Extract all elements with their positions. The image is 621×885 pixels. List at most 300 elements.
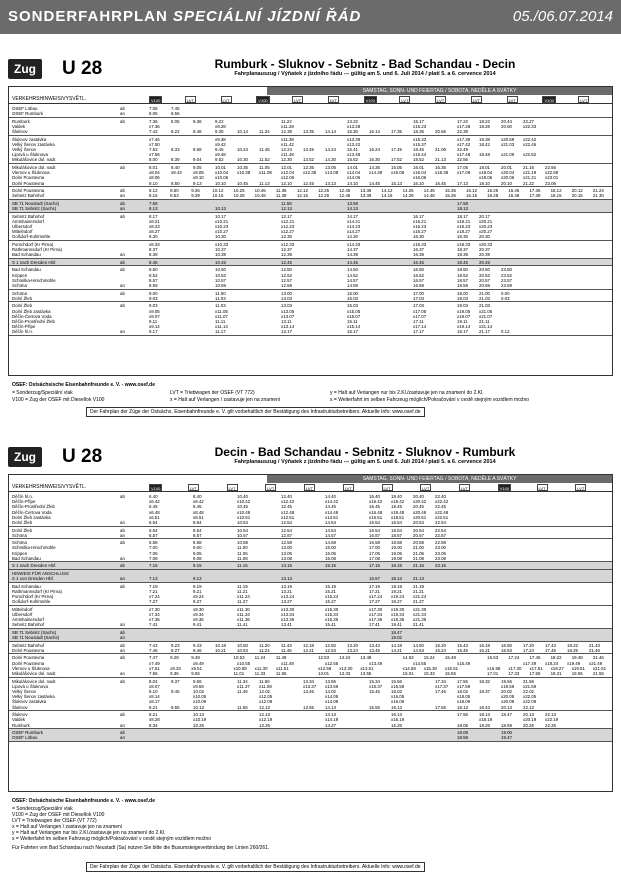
departure-time: 13.01 [318,671,330,677]
departure-time: 12.57 [281,532,292,538]
station-group [9,290,612,303]
station-name: Šluknov zastávka [12,136,47,142]
departure-time: x13.48 [347,152,361,158]
departure-time: 8.50 [149,267,158,273]
train-type-badge: V100 [544,98,554,103]
departure-time: 11.00 [237,545,248,551]
arr-dep-marker: ab [120,200,125,206]
departure-time: 15.41 [347,147,358,153]
departure-time: 11.45 [259,147,270,153]
departure-time: x18.23 [457,224,471,230]
departure-time: 18.06 [457,722,468,728]
arr-dep-marker: ab [120,213,125,219]
departure-time: x9.33 [170,665,181,671]
departure-time: x21.51 [592,665,607,671]
departure-time: x15.23 [413,123,427,129]
departure-time: 12.01 [281,165,292,171]
departure-time: 20.59 [479,283,490,289]
departure-time: x21.07 [479,313,493,319]
departure-time: 13.05 [325,165,336,171]
departure-time: 8.22 [171,129,180,135]
departure-time: 17.46 [435,688,446,694]
departure-time: 21.21 [413,588,424,594]
departure-time: 14.53 [413,647,424,653]
departure-time: 18.45 [391,504,402,510]
table-row [9,556,612,561]
departure-time: x14.19 [325,717,339,723]
station-group [9,583,612,606]
departure-time: 18.54 [391,527,402,533]
departure-time: 15.30 [347,129,358,135]
departure-time: x15.08 [391,170,405,176]
footer-legend-4: x = Halt auf Verlangen / zastavuje jen na znamení [12,824,123,830]
departure-time: x10.38 [237,170,251,176]
departure-time: 12.38 [281,129,292,135]
departure-time: 13.35 [303,129,314,135]
departure-time: 14.39 [347,252,358,258]
departure-time: 19.00 [501,730,512,736]
departure-time: 18.59 [501,722,512,728]
departure-time: x20.21 [479,218,493,224]
departure-time: x16.23 [413,224,427,230]
departure-time: 11.15 [237,563,248,569]
departure-time: 9.11 [149,318,158,324]
departure-time: 13.08 [281,555,292,561]
departure-time: 9.05 [193,550,202,556]
departure-time: x17.38 [457,136,471,142]
departure-time: x16.04 [413,170,427,176]
departure-time: 22.45 [435,504,446,510]
departure-time: 18.47 [501,712,512,718]
departure-time: 21.13 [435,157,446,163]
departure-time: x7.36 [149,617,160,623]
departure-time: x14.48 [325,509,339,515]
departure-time: 22.56 [545,165,556,171]
departure-time: x10.51 [237,514,251,520]
departure-time: 17.43 [545,642,556,648]
departure-time: 11.01 [233,671,245,677]
departure-time: 17.01 [487,671,499,677]
station-group [9,570,612,583]
departure-time: 15.36 [444,188,456,194]
station-name: S 1 nach Dresden Hbf. [12,563,57,569]
departure-time: 20.39 [479,252,490,258]
departure-time: x13.49 [369,660,383,666]
departure-time: 15.00 [347,290,358,296]
departure-time: x17.30 [508,665,522,671]
station-name: Šluknov [12,129,28,135]
departure-time: x11.42 [281,141,294,147]
table-row [9,599,612,604]
day-header: SAMSTAG, SONN- UND FEIERTAG / SOBOTA, NEDĚLE A SVÁTKY [267,475,612,483]
station-group [9,711,612,729]
departure-time: x12.27 [281,229,295,235]
departure-time: 8.21 [149,712,158,718]
line-number: U 28 [62,446,103,467]
station-name: Dolní Poustevna [12,180,45,186]
departure-time: x11.36 [237,617,250,623]
departure-time: 8.39 [171,157,180,163]
departure-time: 7.08 [149,555,158,561]
departure-time: 9.27 [193,599,202,605]
departure-time: 7.36 [149,118,158,124]
departure-time: 21.15 [413,563,424,569]
station-name: Valdek [12,717,26,723]
station-name: Dolní Poustevna [12,660,45,666]
departure-time: 7.27 [149,599,158,605]
arr-dep-marker: ab [120,106,125,111]
departure-time: 16.13 [391,704,402,710]
departure-time: x17.28 [457,123,471,129]
departure-time: 7.58 [149,200,158,206]
departure-time: 16.17 [413,213,424,219]
departure-time: 12.59 [281,283,292,289]
departure-time: 17.24 [523,647,534,653]
station-name: Mikulášovice dol. nadr. [12,678,57,684]
departure-time: x23.01 [545,175,559,181]
footer-notice-box: Der Fahrplan der Züge der Ostsächs. Eisenbahnfreunde e. V. gilt vorbehaltlich der Bestätigung des Infrastrukturbetreibers. Aktuelle Info: www.osef.de [86,862,425,872]
train-type-badge: V100 [365,98,375,103]
departure-time: 8.05 [149,111,158,117]
departure-time: 20.44 [501,118,512,124]
departure-time: 10.50 [215,267,226,273]
departure-time: 12.13 [259,712,270,718]
station-name: SB 71 Neustadt (Sachs) [12,200,60,206]
departure-time: 8.40 [171,165,180,171]
departure-time: 21.06 [435,147,446,153]
departure-time: x12.58 [318,665,332,671]
departure-time: 18.25 [567,647,578,653]
departure-time: x20.19 [523,717,537,723]
departure-time: 12.24 [281,147,292,153]
departure-time: 18.40 [391,494,402,499]
departure-time: 7.46 [149,647,158,653]
departure-time: 20.37 [479,247,490,253]
departure-time: 9.13 [193,576,202,582]
departure-time: x9.10 [193,175,204,181]
departure-time: 18.02 [457,688,468,694]
station-name: Děčín hl.n. [12,329,33,335]
station-group [9,562,612,570]
station-group [9,241,612,259]
station-name: OSEF Rumburk [12,111,43,117]
departure-time: 13.24 [339,655,351,661]
departure-time: 21.27 [413,599,424,605]
departure-time: x8.06 [149,175,160,181]
departure-time: 12.40 [281,494,292,499]
departure-time: x7.56 [149,152,160,158]
departure-time: 13.03 [281,303,292,309]
departure-time: 21.08 [413,555,424,561]
departure-time: 9.46 [193,647,202,653]
departure-time: 8.21 [149,704,158,710]
station-name: Lipová u Šluknova [12,683,48,689]
departure-time: 12.45 [303,180,314,186]
departure-time: x9.51 [191,665,203,671]
departure-time: 10.48 [254,193,266,199]
departure-time: 18.39 [457,252,468,258]
station-group [9,164,612,187]
departure-time: x15.37 [369,683,383,689]
departure-time: 9.03 [149,295,158,301]
station-name: Dolní Žleb zastávka [12,308,51,314]
table-row [9,723,612,728]
station-name: Děčín-Přípe [12,499,36,505]
departure-time: 22.13 [523,704,534,710]
departure-time: 14.01 [347,165,358,171]
departure-time: x8.51 [193,514,204,520]
departure-time: 22.56 [457,157,468,163]
departure-time: 18.22 [567,642,578,648]
departure-time: 6.54 [149,527,158,533]
table-row [9,252,612,257]
station-group [9,678,612,712]
departure-time: 19.05 [391,550,402,556]
departure-time: 15.41 [325,622,336,628]
station-name: Dolní Žleb [12,520,33,525]
table-row [9,296,612,301]
departure-time: x8.48 [193,509,204,515]
departure-time: 8.58 [193,147,202,153]
departure-time: 20.15 [571,193,583,199]
departure-time: x10.48 [237,509,251,515]
departure-time: 17.21 [369,588,380,594]
departure-time: 11.48 [275,655,287,661]
departure-time: 16.12 [466,188,478,194]
departure-time: 12.28 [318,193,330,199]
station-group [9,187,612,200]
departure-time: 10.45 [237,504,248,510]
departure-time: x19.07 [457,313,471,319]
departure-time: x16.27 [413,229,427,235]
departure-time: 15.55 [369,704,380,710]
station-name: Dolní Žleb [12,303,33,309]
departure-time: x11.30 [254,665,268,671]
departure-time: 12.35 [303,165,314,171]
train-type-badge: LVT [577,486,585,491]
departure-time: 8.34 [149,722,158,728]
departure-time: 18.58 [457,735,468,741]
departure-time: 23.59 [501,283,512,289]
departure-time: 16.02 [391,688,402,694]
arr-dep-marker: an [120,555,125,561]
departure-time: x10.55 [237,660,251,666]
departure-time: x12.09 [259,699,273,705]
departure-time: 14.50 [413,642,424,648]
departure-time: 13.05 [281,550,292,556]
station-name: SB 71 Sebnitz (Sachs) [12,206,57,212]
departure-time: 14.10 [347,180,358,186]
station-group [9,118,612,136]
departure-time: 20.50 [479,267,490,273]
departure-time: x14.33 [347,241,361,247]
departure-time: 7.55 [149,671,158,677]
station-name: Dolní Poustevna [12,655,45,661]
departure-time: 18.54 [391,520,402,525]
departure-time: 16.40 [369,494,380,499]
departure-time: 10.58 [237,540,248,546]
departure-time: 22.27 [523,118,534,124]
departure-time: 9.39 [191,193,200,199]
departure-time: 10.13 [193,704,204,710]
departure-time: x7.36 [149,123,160,129]
station-name: Dolní Poustevna [12,647,45,653]
departure-time: x16.48 [369,509,383,515]
departure-time: 11.20 [259,642,270,648]
departure-time: 10.54 [237,527,248,533]
departure-time: 21.30 [592,193,604,199]
departure-time: 19.47 [501,735,512,741]
station-name: Vlemov u Šluknova [12,665,50,671]
departure-time: 12.48 [339,193,351,199]
departure-time: 19.15 [391,563,402,569]
departure-time: 14.57 [325,532,336,538]
train-type-badge: LVT [461,486,469,491]
departure-time: x7.24 [149,594,160,600]
departure-time: x12.42 [281,499,295,505]
timetable-section-1 [0,52,621,424]
departure-time: 18.52 [457,272,468,278]
departure-time: 9.41 [193,622,202,628]
station-name: Dolní Poustevna [12,188,45,194]
departure-time: 8.57 [149,277,158,283]
table-row [9,111,612,116]
departure-time: 6.54 [149,520,158,525]
arr-dep-marker: ab [120,267,125,273]
departure-time: 17.52 [391,157,402,163]
departure-time: 11.58 [281,200,292,206]
departure-time: 14.21 [391,647,402,653]
zug-badge: Zug [8,447,42,467]
station-name: Ulbersdorf [12,224,33,230]
departure-time: 14.54 [325,527,336,533]
departure-time: x11.37 [237,683,250,689]
departure-time: 13.43 [369,642,380,648]
departure-time: 15.15 [325,563,336,569]
departure-time: x7.49 [149,660,160,666]
station-group [9,493,612,527]
departure-time: x13.34 [281,612,295,618]
departure-time: 10.14 [237,129,248,135]
departure-time: 20.13 [523,712,534,718]
departure-time: 21.13 [413,576,424,582]
departure-time: 15.52 [347,157,358,163]
train-type-badge: LVT [306,486,314,491]
departure-time: x22.05 [523,694,537,700]
departure-time: x13.05 [281,308,295,314]
departure-time: 13.55 [360,671,372,677]
departure-time: x12.51 [281,514,295,520]
arr-dep-marker: an [120,532,125,538]
departure-time: x7.51 [149,665,160,671]
departure-time: 21.16 [523,165,534,171]
departure-time: x15.49 [457,660,471,666]
departure-time: 20.50 [501,123,512,129]
departure-time: x9.24 [193,594,204,600]
departure-time: 19.11 [457,318,468,324]
route-title: Rumburk - Sluknov - Sebnitz - Bad Schandau - Decin [214,57,516,71]
departure-time: 16.01 [413,165,424,171]
arr-dep-marker: ab [120,540,125,546]
departure-time: x20.23 [479,224,493,230]
departure-time: x22.42 [523,136,537,142]
departure-time: 14.52 [347,272,358,278]
departure-time: 21.11 [479,318,490,324]
departure-time: x17.42 [457,141,471,147]
departure-time: x20.51 [413,514,427,520]
train-type-badge: V100 [151,486,161,491]
departure-time: 13.34 [303,678,314,684]
departure-time: 12.53 [318,655,330,661]
station-name: Velký Šenov [12,147,37,153]
departure-time: 8.54 [193,527,202,533]
departure-time: 17.27 [369,599,380,605]
departure-time: 15.21 [325,588,336,594]
departure-time: x14.42 [325,499,339,505]
departure-time: 8.59 [149,283,158,289]
station-name: Bad Schandau [12,252,41,258]
departure-time: 9.00 [149,290,158,296]
departure-time: 7.13 [149,576,158,582]
departure-time: 16.54 [369,520,380,525]
table-row [9,234,612,239]
departure-time: x9.07 [149,313,160,319]
station-name: Schmilka-Hirschmühle [12,545,56,551]
departure-time: 8.04 [149,678,158,684]
departure-time: x9.05 [149,308,160,314]
departure-time: 10.30 [215,234,226,240]
departure-time: 12.10 [281,180,292,186]
departure-time: 12.30 [281,157,292,163]
departure-time: x8.07 [149,683,160,689]
departure-time: x11.24 [237,594,250,600]
departure-time: 9.52 [215,157,224,163]
departure-time: x9.28 [215,123,226,129]
departure-time: 7.00 [149,545,158,551]
departure-time: 15.24 [423,655,435,661]
departure-time: 17.20 [523,642,534,648]
departure-time: x15.33 [413,136,427,142]
station-name: Šluknov zastávka [12,699,47,705]
departure-time: 8.33 [171,147,180,153]
station-name: Krippen [12,272,28,278]
departure-time: x18.09 [457,699,471,705]
departure-time: x20.09 [501,699,515,705]
departure-time: 17.45 [391,147,402,153]
station-name: Schmilka-Hirschmühle [12,277,56,283]
station-name: OSEF Rumburk [12,730,43,736]
departure-time: x21.24 [413,594,427,600]
departure-time: 8.48 [193,129,202,135]
departure-time: 20.02 [501,688,512,694]
station-name: S 1 von Dresden Hbf. [12,576,54,582]
departure-time: 7.47 [149,655,158,661]
departure-time: 15.27 [325,599,336,605]
departure-time: x15.07 [347,313,361,319]
departure-time: 17.05 [457,165,468,171]
departure-time: 7.21 [149,588,158,594]
departure-time: 12.57 [281,277,292,283]
departure-time: 13.22 [347,118,358,124]
departure-time: 19.02 [391,635,402,641]
departure-time: x11.07 [215,313,228,319]
departure-time: x11.08 [259,170,272,176]
departure-time: 10.28 [233,193,245,199]
departure-time: x10.04 [215,170,229,176]
departure-time: 22.58 [435,540,446,546]
arr-dep-marker: ab [120,494,125,499]
departure-time: 9.56 [193,678,202,684]
